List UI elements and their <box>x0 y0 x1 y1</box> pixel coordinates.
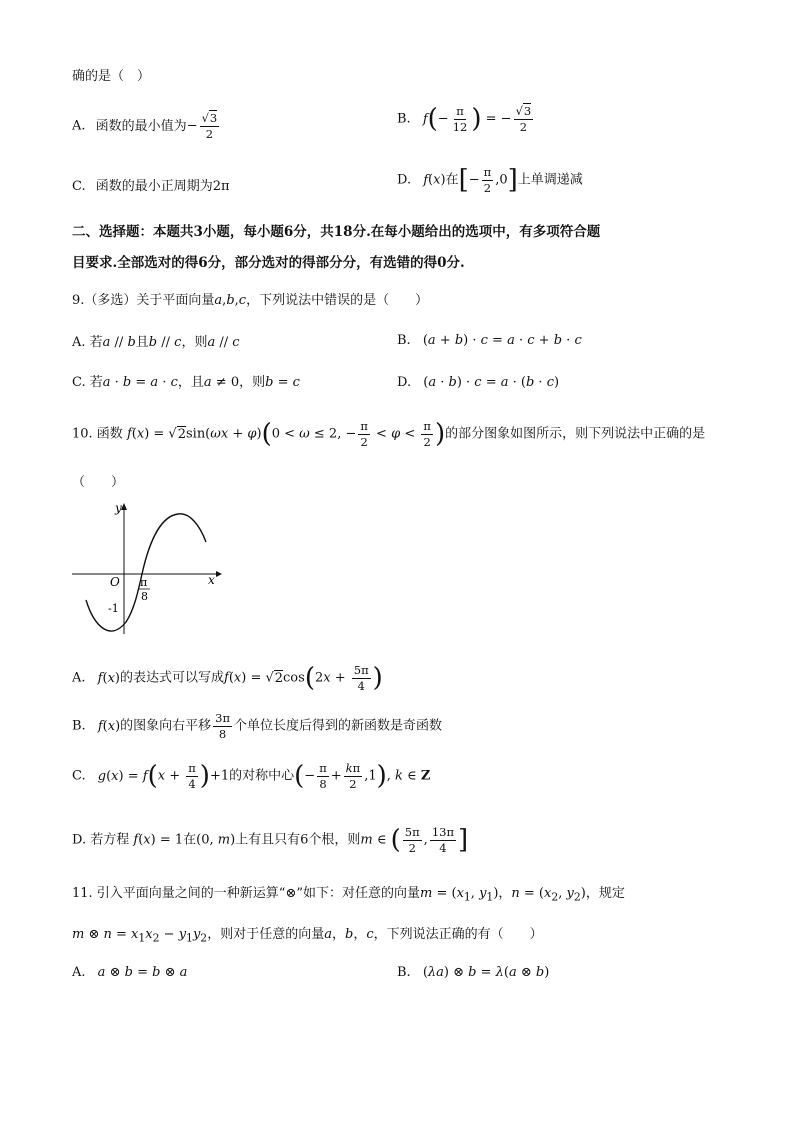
q11-option-b[interactable]: B. (λa) ⊗ b = λ(a ⊗ b) <box>397 965 550 980</box>
q9-option-d[interactable]: D. (a · b) · c = a · (b · c) <box>397 375 560 390</box>
q10-option-b[interactable]: B. f(x)的图象向右平移 $\frac{3\pi}{8}$ 个单位长度后得到的新函数是奇函数 <box>72 711 443 741</box>
x-axis-arrow <box>216 571 222 577</box>
q8-d-prefix: D. <box>397 172 412 188</box>
q9-stem: 9.（多选）关于平面向量a,b,c，下列说法中错误的是（ ） <box>72 293 429 308</box>
q8-a-text: 函数的最小值为 <box>95 118 187 134</box>
q11-option-a[interactable]: A. a ⊗ b = b ⊗ a <box>72 965 188 980</box>
q8-a-prefix: A. <box>72 118 86 134</box>
graph-x-label: x <box>208 573 215 587</box>
section2-line1: 二、选择题：本题共3小题，每小题6分，共18分.在每小题给出的选项中，有多项符合题 <box>72 224 601 240</box>
q8-c-prefix: C. <box>72 179 86 194</box>
q10-sine-graph <box>70 500 230 640</box>
q8-stem-tail: 确的是（ ） <box>72 69 151 84</box>
q8-option-d[interactable]: D. f(x)在[− $\frac{\pi}{2}$ ,0]上单调递减 <box>397 165 583 196</box>
q10-option-d[interactable]: D. 若方程 f(x) = 1在(0, m)上有且只有6个根，则m ∈ ( $\frac{5\pi}{2}$ , $\frac{13\pi}{4}$ ] <box>72 825 469 856</box>
graph-y-label: y <box>115 501 122 515</box>
q10-answer-paren: （ ） <box>72 475 125 490</box>
q10-option-c[interactable]: C. g(x) = f(x + $\frac{\pi}{4}$ )+1的对称中心(− $\frac{\pi}{8}$ + $\frac{k\pi}{2}$ ,1), k ∈ Z <box>72 761 431 792</box>
q11-stem: 11. 引入平面向量之间的一种新运算“⊗”如下：对任意的向量$m = (x_1$, $y_1$)，$n = (x_2$, $y_2$)，规定 <box>72 886 625 904</box>
q8-option-b[interactable]: B. f(− $\frac{\pi}{12}$ ) = − $\frac{√3}{2}$ <box>397 104 532 135</box>
q8-option-c[interactable] <box>72 180 230 193</box>
q10-option-a[interactable]: A. f(x)的表达式可以写成f(x) = √2cos(2x + $\frac{5\pi}{4}$ ) <box>72 663 383 694</box>
sine-curve <box>86 514 206 631</box>
graph-x-tick-num: π <box>140 576 148 589</box>
q8-option-a[interactable]: A. 函数的最小值为− $\frac{√3}{2}$ <box>72 111 218 141</box>
graph-origin: O <box>110 575 120 589</box>
q10-stem: 10. 函数 f(x) = √2sin(ωx + φ)(0 < ω ≤ 2, − $\frac{\pi}{2}$ < φ < $\frac{\pi}{2}$ )的部分图象如图所示，则下列说法中正确的是 <box>72 419 706 450</box>
section2-line2: 目要求.全部选对的得6分，部分选对的得部分分，有选错的得0分. <box>72 255 465 271</box>
graph-y-tick: -1 <box>108 602 119 615</box>
q8-c-text: 函数的最小正周期为2π <box>95 179 230 194</box>
q9-option-c[interactable]: C. 若a · b = a · c，且a ≠ 0，则b = c <box>72 375 300 390</box>
y-axis-arrow <box>121 503 127 510</box>
q9-option-a[interactable]: A. 若a // b且b // c，则a // c <box>72 335 240 350</box>
q11-stem-line2: m ⊗ $n = x_1x_2 - y_1y_2$，则对于任意的向量a，b，c，下列说法正确的有（ ） <box>72 927 543 945</box>
q8-b-prefix: B. <box>397 111 411 127</box>
graph-x-tick-den: 8 <box>141 590 148 603</box>
q9-option-b[interactable]: B. (a + b) · c = a · c + b · c <box>397 333 582 348</box>
